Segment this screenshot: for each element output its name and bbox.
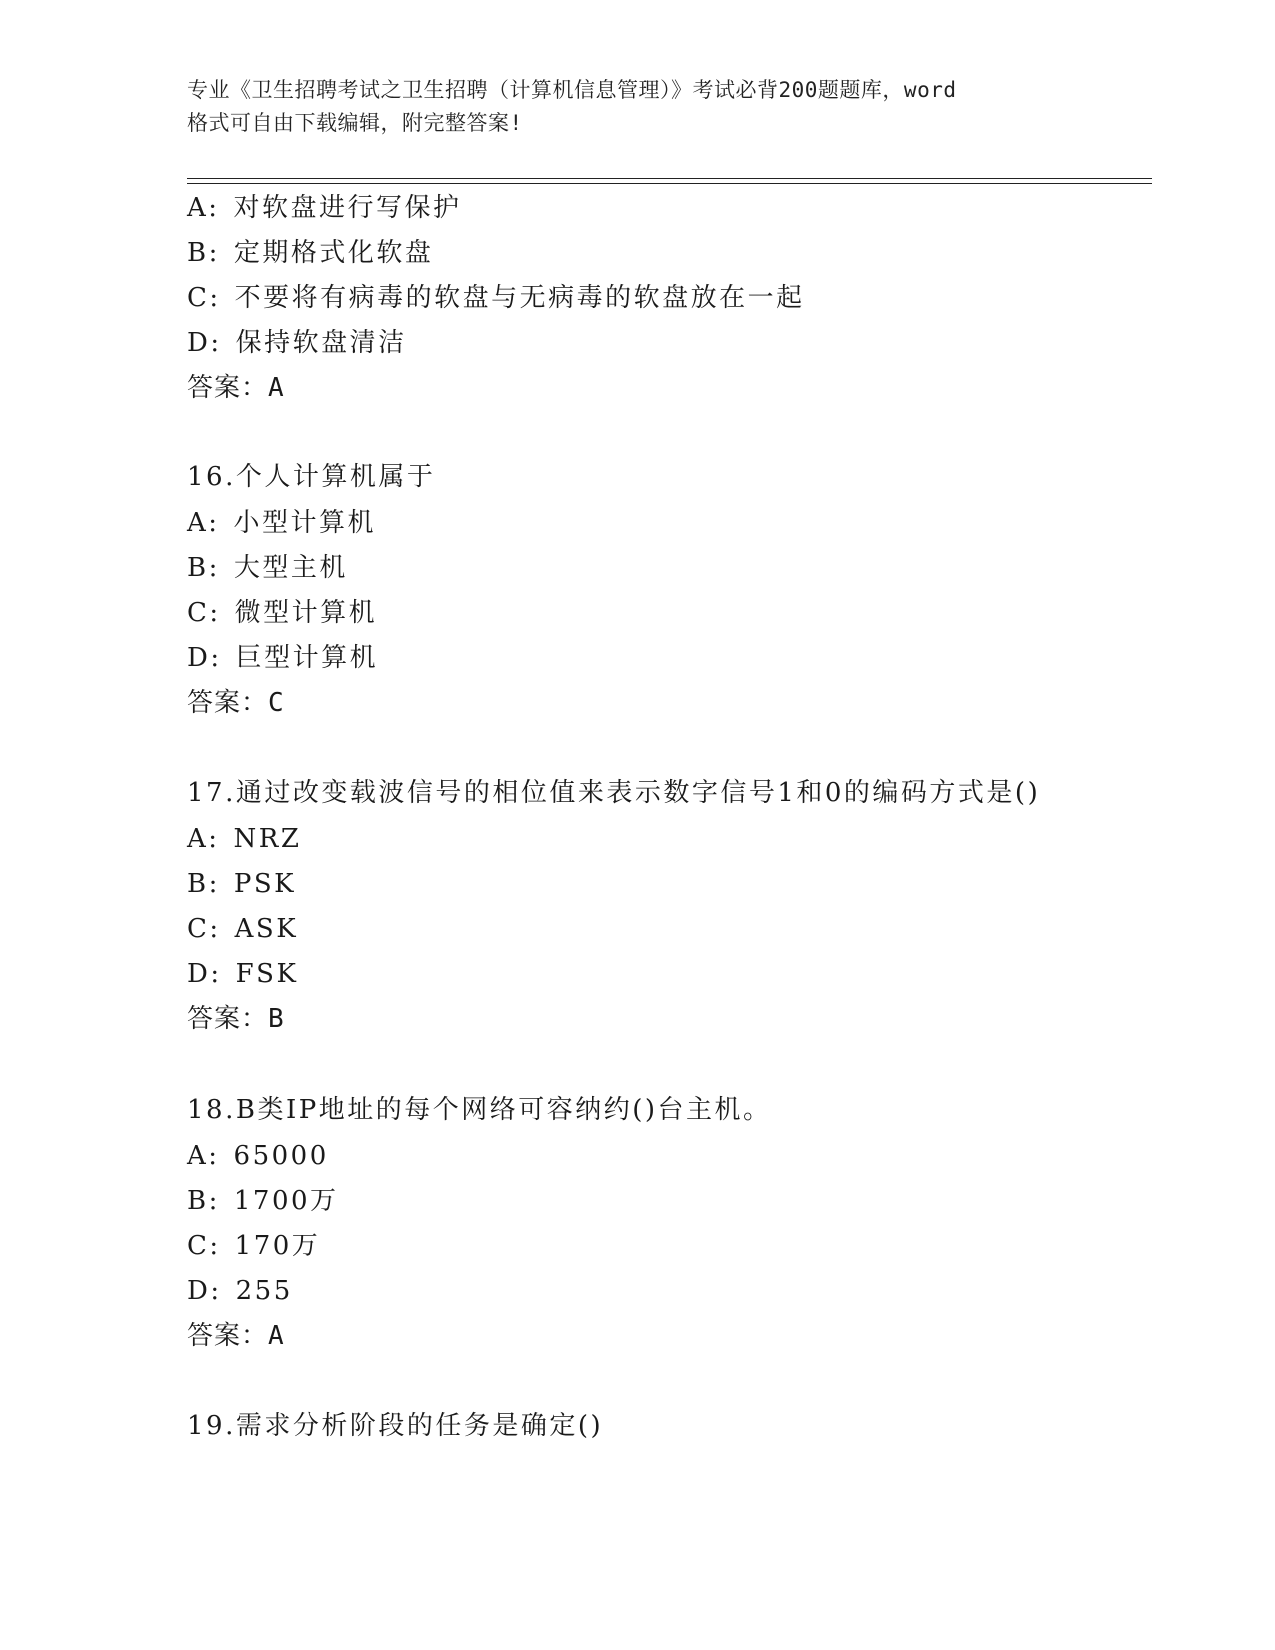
option-label: D: <box>187 959 222 989</box>
q15-option-a <box>187 191 462 225</box>
header-line-2: 格式可自由下载编辑，附完整答案! <box>187 111 523 135</box>
option-text: FSK <box>235 959 299 989</box>
q19-question: 19.需求分析阶段的任务是确定() <box>187 1411 604 1441</box>
q16-option-b <box>187 551 348 585</box>
q16-option-a <box>187 506 376 540</box>
header-divider-bottom <box>187 183 1152 184</box>
document-header <box>187 74 1087 140</box>
q18-question: 18.B类IP地址的每个网络可容纳约()台主机。 <box>187 1095 772 1125</box>
header-line-1: 专业《卫生招聘考试之卫生招聘（计算机信息管理）》考试必背200题题库，word <box>187 78 957 102</box>
q18-answer: 答案：A <box>187 1321 285 1351</box>
option-label: A: <box>187 193 220 223</box>
option-label: C: <box>187 598 221 628</box>
option-text: 1700万 <box>233 1186 339 1216</box>
option-text: 不要将有病毒的软盘与无病毒的软盘放在一起 <box>234 283 805 313</box>
option-label: A: <box>187 824 220 854</box>
option-label: D: <box>187 1276 222 1306</box>
option-label: A: <box>187 1141 220 1171</box>
option-label: C: <box>187 283 221 313</box>
option-text: 对软盘进行写保护 <box>233 193 462 223</box>
q18-option-c <box>187 1229 320 1263</box>
q16-option-d <box>187 641 378 675</box>
option-label: B: <box>187 553 220 583</box>
option-text: 255 <box>235 1276 293 1306</box>
q15-option-b <box>187 236 433 270</box>
option-text: PSK <box>233 869 297 899</box>
q16-option-c <box>187 596 377 630</box>
q17-option-c <box>187 912 298 946</box>
option-label: B: <box>187 869 220 899</box>
option-text: ASK <box>234 914 299 944</box>
q18-option-b <box>187 1184 339 1218</box>
option-label: C: <box>187 914 221 944</box>
q17-option-d <box>187 957 298 991</box>
option-label: D: <box>187 328 222 358</box>
option-label: B: <box>187 238 220 268</box>
q15-option-d <box>187 326 407 360</box>
q17-question: 17.通过改变载波信号的相位值来表示数字信号1和0的编码方式是() <box>187 778 1041 808</box>
option-text: 65000 <box>233 1141 329 1171</box>
option-text: 大型主机 <box>233 553 348 583</box>
q18-option-a <box>187 1139 329 1173</box>
q16-answer: 答案：C <box>187 688 285 718</box>
q16-question: 16.个人计算机属于 <box>187 462 436 492</box>
q17-answer: 答案：B <box>187 1004 285 1034</box>
option-label: C: <box>187 1231 221 1261</box>
header-divider-top <box>187 178 1152 179</box>
q17-option-a <box>187 822 301 856</box>
q15-answer: 答案：A <box>187 373 285 403</box>
option-text: 定期格式化软盘 <box>233 238 434 268</box>
option-label: D: <box>187 643 222 673</box>
option-text: 保持软盘清洁 <box>235 328 407 358</box>
q18-option-d <box>187 1274 293 1308</box>
option-text: 微型计算机 <box>234 598 378 628</box>
q17-option-b <box>187 867 296 901</box>
option-text: 小型计算机 <box>233 508 377 538</box>
option-text: NRZ <box>233 824 302 854</box>
q15-option-c <box>187 281 805 315</box>
option-text: 巨型计算机 <box>235 643 379 673</box>
option-label: B: <box>187 1186 220 1216</box>
option-text: 170万 <box>234 1231 321 1261</box>
option-label: A: <box>187 508 220 538</box>
